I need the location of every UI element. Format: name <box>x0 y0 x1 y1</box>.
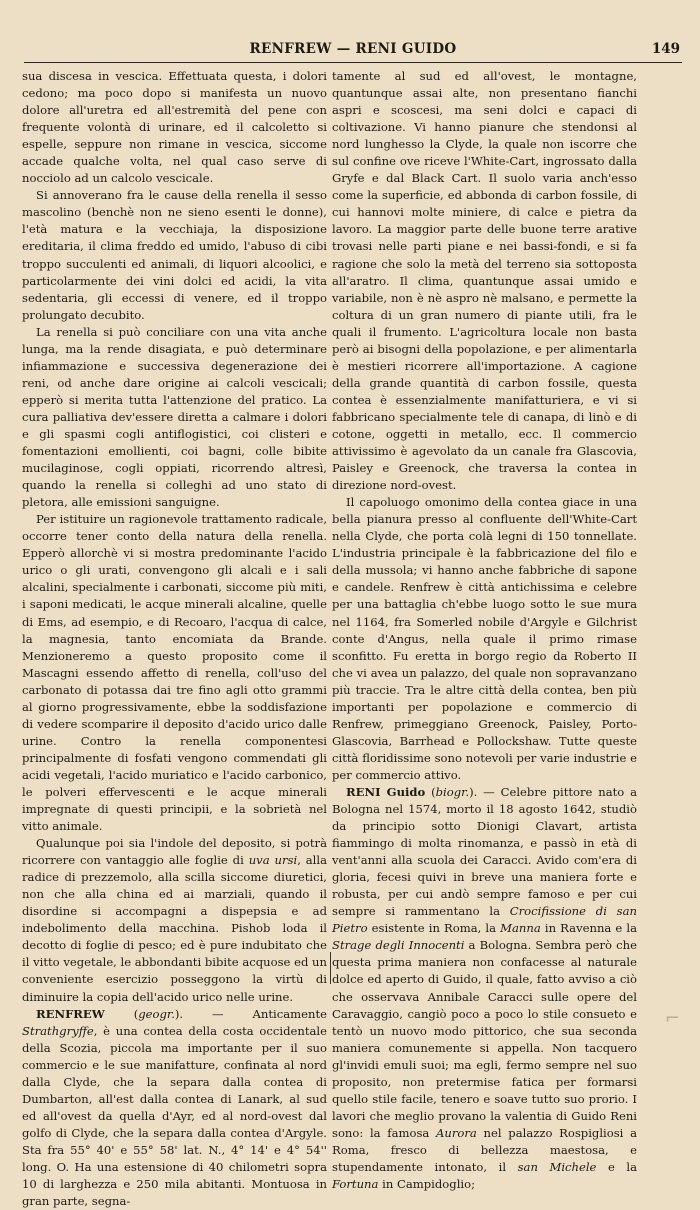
text-run: ( <box>104 1006 139 1021</box>
left-column <box>22 68 328 1209</box>
text-run: in Campidoglio; <box>378 1177 476 1192</box>
entry-reni-guido <box>332 784 637 1193</box>
text-run: Qualunque poi sia l'indole del deposito, si potrà ricorrere con vantaggio alle foglie di <box>22 836 327 868</box>
page-header <box>24 40 682 63</box>
right-column <box>332 68 638 1192</box>
paragraph: sua discesa in vescica. Effettuata questa, i dolori cedono; ma poco dopo si manifesta un nuovo dolore all'uretra ed all'estremità del pene con frequente volontà di urinare, ed il calcoletto si espelle, seppure non rimane in vescica, siccome accade qualche volta, nel qual caso serve di nocciolo ad un calcolo vescicale. <box>22 69 327 186</box>
text-run: , alla radice di prezzemolo, alla scilla siccome diuretici, non che alla china ed ai marziali, quando il disordine si accompagni a dispepsia e ad indebolimento della macchina. Pishob loda il decotto di foglie di pesco; ed è pure indubitato che il vitto vegetale, le abbondanti bibite acquose ed un conveniente esercizio posseggono la virtù di diminuire la copia dell'acido urico nelle urine. <box>22 853 328 1004</box>
text-run: a Bologna. Sembra però che questa prima maniera non confacesse al naturale dolce ed aperto di Guido, il quale, fatto avviso a ciò che osservava Annibale Caracci sulle opere del Caravaggio, cangiò poco a poco lo stile consueto e tentò un nuovo modo pittorico, che sua seconda maniera comunemente si appella. Non tacquero gl'invidi emuli suoi; ma egli, fermo sempre nel suo proposito, non pretermise fatica per formarsi quello stile facile, tenero e soave tutto suo prorio. I lavori che meglio provano la valentia di Guido Reni sono: la famosa <box>332 938 637 1140</box>
italic-term: Strathgryffe <box>22 1023 94 1038</box>
artwork-title: Manna <box>500 921 541 936</box>
text-run: in Ravenna e la <box>540 921 638 936</box>
artwork-title: Crocifissione di san Pietro <box>332 904 637 936</box>
entry-renfrew <box>22 1006 327 1210</box>
entry-category: geogr. <box>138 1006 175 1021</box>
paragraph: Il capoluogo omonimo della contea giace in una bella pianura presso al confluente dell'White-Cart nella Clyde, che porta colà legni di 150 tonnellate. L'industria principale è la fabbricazione del filo e della mussola; vi hanno anche fabbriche di sapone e candele. Renfrew è città antichissima e celebre per una battaglia ch'ebbe luogo sotto le sue mura nel 1164, fra Somerled nobile d'Argyle e Gilchrist conte d'Angus, nella quale il primo rimase sconfitto. Fu eretta in borgo regio da Roberto II che vi avea un palazzo, del quale non sopravanzano più traccie. Tra le altre città della contea, ben più importanti per popolazione e commercio di Renfrew, primeggiano Greenock, Paisley, Porto-Glascovia, Barrhead e Pollockshaw. Tutte queste città floridissime sono notevoli per varie industrie e per commercio attivo. <box>332 495 637 782</box>
paragraph <box>22 835 327 1005</box>
text-run: , è una contea della costa occidentale della Scozia, piccola ma importante per il suo commercio e le sue manifatture, confinata al nord dalla Clyde, che la separa dalla contea di Dumbarton, all'est dalla contea di Lanark, al sud ed all'ovest da quella d'Ayr, ed al nord-ovest dal golfo di Clyde, che la separa dalla contea d'Argyle. Sta fra 55° 40' e 55° 58' lat. N., 4° 14' e 4° 54'' long. O. Ha una estensione di 40 chilometri sopra 10 di larghezza e 250 mila abitanti. Montuosa in gran parte, segna- <box>22 1023 327 1209</box>
text-run: nel palazzo Rospigliosi a Roma, fresco di bellezza maestosa, e stupendamente intonato, il <box>332 1125 637 1174</box>
artwork-title: san Michele <box>517 1160 597 1174</box>
artwork-title: Fortuna <box>332 1177 379 1192</box>
paragraph: La renella si può conciliare con una vita anche lunga, ma la rende disagiata, e può determinare infiammazione e successiva degenerazione dei reni, od anche dare origine ai calcoli vescicali; epperò si merita tutta l'attenzione del pratico. La cura palliativa dev'essere diretta a calmare i dolori e gli spasmi cogli antiflogistici, coi clisteri e fomentazioni emollienti, coi bagni, colle bibite mucilaginose, cogli oppiati, ricorrendo altresì, quando la renella si colleghi ad uno stato di pletora, alle emissioni sanguigne. <box>22 324 327 510</box>
paragraph: Per istituire un ragionevole trattamento radicale, occorre tener conto della natura della renella. Epperò allorchè vi si mostra predominante l'acido urico o gli urati, convengono gli alcali e i sali alcalini, specialmente i carbonati, siccome più miti, i saponi medicati, le acque minerali alcaline, quelle di Ems, ad esempio, e di Recoaro, l'acqua di calce, la magnesia, tanto encomiata da Brande. Menzioneremo a questo proposito come il Mascagni essendo affetto di renella, coll'uso del carbonato di potassa dai tre fino agli otto grammi al giorno progressivamente, ebbe la soddisfazione di vedere scomparire il deposito d'acido urico dalle urine. Contro la renella componentesi principalmente di fosfati vengono commendati gli acidi vegetali, l'acido muriatico e l'acido carbonico, le polveri effervescenti e le acque minerali impregnate di questi principii, e la sobrietà nel vitto animale. <box>22 512 327 834</box>
text-run: ( <box>425 784 436 799</box>
paragraph: tamente al sud ed all'ovest, le montagne, quantunque assai alte, non presentano fianchi aspri e scoscesi, ma seni dolci e capaci di coltivazione. Vi hanno pianure che stendonsi al nord lunghesso la Clyde, la quale non iscorre che sul confine ove riceve l'White-Cart, ingrossato dalla Gryfe e dal Black Cart. Il suolo varia anch'esso come la superficie, ed abbonda di carbon fossile, di cui hannovi molte miniere, di calce e pietra da lavoro. La maggior parte delle buone terre arative trovasi nelle parti piane e nei bassi-fondi, e si fa ragione che solo la metà del terreno sia sottoposta all'aratro. Il clima, quantunque assai umido e variabile, non è nè aspro nè malsano, e permette la coltura di un gran numero di piante utili, fra le quali il frumento. L'agricoltura locale non basta però ai bisogni della popolazione, e per alimentarla è mestieri ricorrere all'importazione. A cagione della grande quantità di carbon fossile, questa contea è essenzialmente manifatturiera, e vi si fabbricano specialmente tele di canapa, di linò e di cotone, oggetti in metallo, ecc. Il commercio attivissimo è agevolato da un canale fra Glascovia, Paisley e Greenock, che traversa la contea in direzione nord-ovest. <box>332 69 637 493</box>
column-divider <box>330 952 331 984</box>
entry-headword: RENFREW <box>36 1006 105 1021</box>
text-run: esistente in Roma, la <box>367 921 501 936</box>
entry-category: biogr. <box>435 784 470 799</box>
artwork-title: Aurora <box>436 1125 477 1140</box>
page-number: 149 <box>651 41 680 57</box>
artwork-title: Strage degli Innocenti <box>332 938 465 953</box>
entry-headword: RENI Guido <box>346 784 426 799</box>
scan-watermark-icon: ⌐ <box>664 1008 680 1029</box>
text-run: ). — Celebre pittore nato a Bologna nel 1574, morto il 18 agosto 1642, studiò da principio sotto Dionigi Clavart, artista fiammingo di molta rinomanza, e passò in età di vent'anni alla scuola dei Caracci. Avido com'era di gloria, fecesi quivi in breve una maniera forte e robusta, per cui andò sempre famoso e per cui sempre si rammentano la <box>332 784 637 919</box>
text-run: ). — Anticamente <box>174 1006 327 1021</box>
paragraph: Si annoverano fra le cause della renella il sesso mascolino (benchè non ne sieno esenti le donne), l'età matura e la vecchiaja, la disposizione ereditaria, il clima freddo ed umido, l'abuso di cibi troppo succulenti ed animali, di liquori alcoolici, e particolarmente dei vini dolci ed acidi, la vita sedentaria, gli eccessi di venere, ed il troppo prolungato decubito. <box>22 188 327 322</box>
text-run: e la <box>596 1160 637 1174</box>
running-title: RENFREW — RENI GUIDO <box>249 41 457 57</box>
italic-term: uva ursi <box>248 853 298 868</box>
